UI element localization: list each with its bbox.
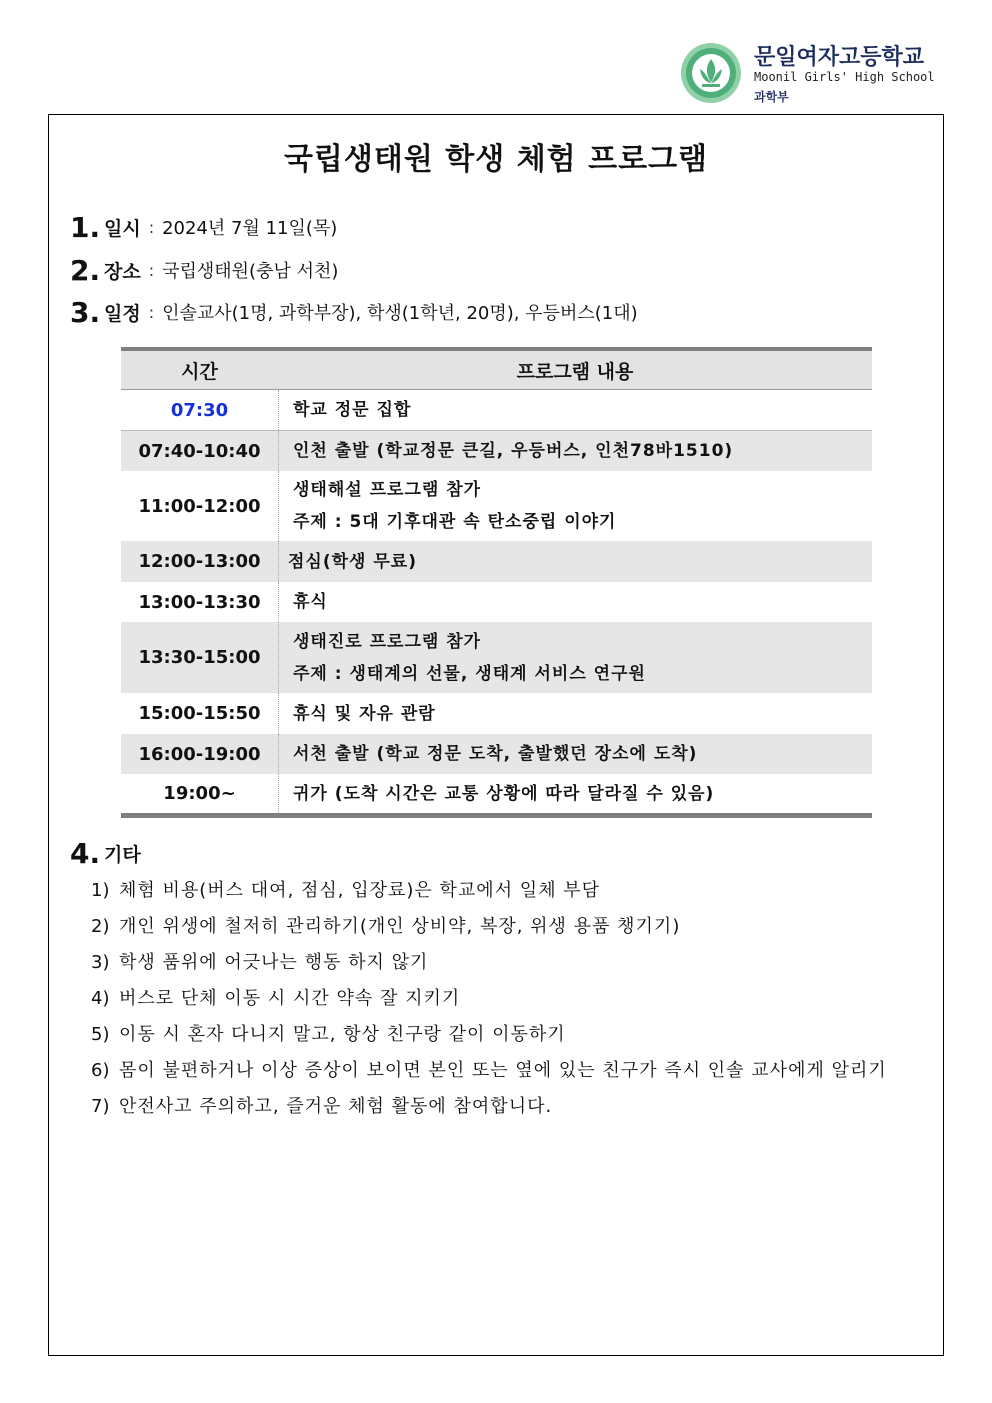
list-item bbox=[91, 945, 923, 981]
school-name: 문일여자고등학교 bbox=[754, 45, 925, 70]
list-item bbox=[91, 1017, 923, 1053]
table-row bbox=[121, 541, 872, 582]
row-content bbox=[278, 774, 872, 813]
department-name: 과학부 bbox=[754, 90, 789, 104]
school-emblem-icon bbox=[680, 42, 742, 104]
list-item bbox=[91, 1089, 923, 1125]
row-content bbox=[278, 390, 872, 430]
row-line: 휴식 bbox=[293, 592, 328, 612]
info-colon: : bbox=[148, 302, 155, 322]
list-item-number: 1) bbox=[91, 880, 110, 901]
row-time: 16:00-19:00 bbox=[138, 743, 261, 765]
row-content bbox=[278, 582, 872, 622]
list-item bbox=[91, 909, 923, 945]
list-item bbox=[91, 981, 923, 1017]
list-item-number: 3) bbox=[91, 952, 110, 973]
table-row bbox=[121, 430, 872, 471]
row-content bbox=[278, 541, 872, 582]
row-content bbox=[278, 693, 872, 734]
list-item-text: 학생 품위에 어긋나는 행동 하지 않기 bbox=[119, 952, 429, 973]
row-time: 07:40-10:40 bbox=[138, 440, 261, 462]
list-item-number: 2) bbox=[91, 916, 110, 937]
info-label: 장소 bbox=[104, 260, 141, 283]
row-line: 휴식 및 자유 관람 bbox=[293, 703, 436, 724]
header-time: 시간 bbox=[181, 360, 218, 383]
row-time: 19:00~ bbox=[163, 783, 236, 804]
row-time: 13:30-15:00 bbox=[138, 647, 261, 668]
row-content bbox=[278, 622, 872, 693]
list-item bbox=[91, 1053, 923, 1089]
list-item-text: 버스로 단체 이동 시 시간 약속 잘 지키기 bbox=[119, 988, 461, 1009]
etc-list bbox=[91, 873, 923, 1125]
info-place bbox=[70, 253, 338, 287]
table-row bbox=[121, 390, 872, 430]
header-content: 프로그램 내용 bbox=[516, 360, 634, 383]
row-line: 학교 정문 집합 bbox=[293, 400, 412, 420]
table-row bbox=[121, 774, 872, 813]
list-item-text: 이동 시 혼자 다니지 말고, 항상 친구랑 같이 이동하기 bbox=[119, 1024, 566, 1045]
row-line: 귀가 (도착 시간은 교통 상황에 따라 달라질 수 있음) bbox=[293, 783, 715, 804]
list-item-number: 4) bbox=[91, 988, 110, 1009]
row-time: 15:00-15:50 bbox=[138, 703, 261, 724]
info-colon: : bbox=[148, 217, 155, 237]
info-number: 2. bbox=[70, 253, 101, 287]
schedule-table bbox=[121, 347, 872, 818]
list-item-text: 체험 비용(버스 대여, 점심, 입장료)은 학교에서 일체 부담 bbox=[119, 880, 601, 901]
table-row bbox=[121, 622, 872, 693]
list-item-number: 6) bbox=[91, 1060, 110, 1081]
row-content bbox=[278, 734, 872, 774]
row-content bbox=[278, 431, 872, 471]
etc-number: 4. bbox=[70, 836, 101, 870]
list-item-number: 7) bbox=[91, 1096, 110, 1117]
school-english-name: Moonil Girls' High School bbox=[754, 70, 935, 84]
row-time: 11:00-12:00 bbox=[138, 495, 261, 517]
etc-heading bbox=[70, 836, 141, 870]
info-value: 인솔교사(1명, 과학부장), 학생(1학년, 20명), 우등버스(1대) bbox=[162, 303, 638, 324]
list-item-text: 개인 위생에 철저히 관리하기(개인 상비약, 복장, 위생 용품 챙기기) bbox=[119, 916, 681, 937]
row-time: 12:00-13:00 bbox=[138, 551, 261, 572]
school-header bbox=[680, 40, 980, 110]
info-number: 3. bbox=[70, 295, 101, 329]
row-line: 점심(학생 무료) bbox=[288, 551, 417, 572]
list-item-text: 안전사고 주의하고, 즐거운 체험 활동에 참여합니다. bbox=[119, 1096, 553, 1117]
row-line: 인천 출발 (학교정문 큰길, 우등버스, 인천78바1510) bbox=[293, 441, 734, 461]
row-content bbox=[278, 471, 872, 541]
info-date bbox=[70, 210, 337, 244]
row-line: 주제 : 생태계의 선물, 생태계 서비스 연구원 bbox=[293, 663, 646, 684]
row-line: 서천 출발 (학교 정문 도착, 출발했던 장소에 도착) bbox=[293, 744, 698, 764]
row-line: 생태해설 프로그램 참가 bbox=[293, 480, 482, 500]
table-row bbox=[121, 471, 872, 541]
info-number: 1. bbox=[70, 210, 101, 244]
info-value: 국립생태원(충남 서천) bbox=[162, 261, 339, 282]
info-label: 일시 bbox=[104, 217, 141, 240]
table-row bbox=[121, 582, 872, 622]
document-title: 국립생태원 학생 체험 프로그램 bbox=[283, 142, 709, 177]
etc-label: 기타 bbox=[104, 843, 141, 866]
table-header bbox=[121, 351, 872, 390]
list-item bbox=[91, 873, 923, 909]
row-time: 13:00-13:30 bbox=[138, 591, 261, 613]
list-item-number: 5) bbox=[91, 1024, 110, 1045]
row-line: 주제 : 5대 기후대관 속 탄소중립 이야기 bbox=[293, 512, 617, 532]
table-row bbox=[121, 693, 872, 734]
row-time: 07:30 bbox=[170, 399, 229, 421]
table-bottom-rule bbox=[121, 813, 872, 818]
info-label: 일정 bbox=[104, 302, 141, 325]
table-row bbox=[121, 734, 872, 774]
list-item-text: 몸이 불편하거나 이상 증상이 보이면 본인 또는 옆에 있는 친구가 즉시 인솔 교사에게 알리기 bbox=[119, 1060, 887, 1081]
info-colon: : bbox=[148, 260, 155, 280]
row-line: 생태진로 프로그램 참가 bbox=[293, 631, 482, 652]
info-schedule bbox=[70, 295, 638, 329]
info-value: 2024년 7월 11일(목) bbox=[162, 218, 338, 239]
